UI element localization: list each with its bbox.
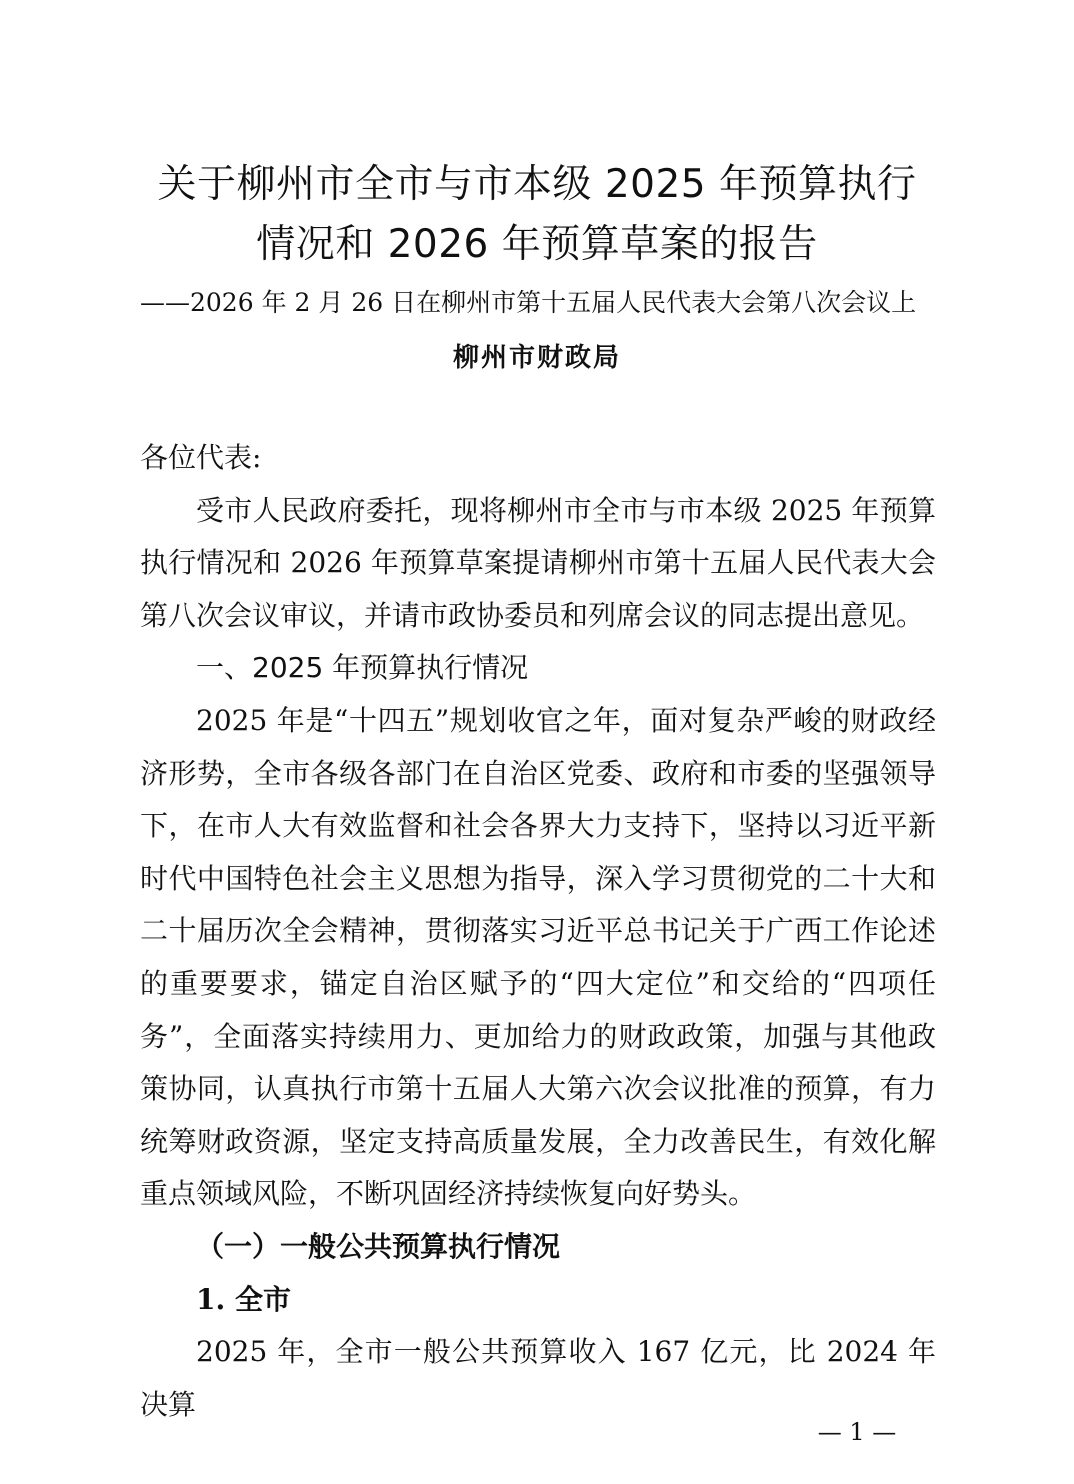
report-title-line-1: 关于柳州市全市与市本级 2025 年预算执行 xyxy=(157,162,917,207)
section-heading-3: 1. 全市 xyxy=(196,1282,291,1316)
paragraph-intro: 受市人民政府委托，现将柳州市全市与市本级 2025 年预算执行情况和 2026 年预算草案提请柳州市第十五届人民代表大会第八次会议审议，并请市政协委员和列席会议的同志提出意见。 xyxy=(140,493,936,632)
report-subtitle: ——2026 年 2 月 26 日在柳州市第十五届人民代表大会第八次会议上 xyxy=(140,288,917,317)
report-author: 柳州市财政局 xyxy=(452,343,621,373)
report-title-line-2: 情况和 2026 年预算草案的报告 xyxy=(256,222,818,267)
paragraph-revenue: 2025 年，全市一般公共预算收入 167 亿元，比 2024 年决算 xyxy=(140,1335,936,1421)
section-heading-1: 一、2025 年预算执行情况 xyxy=(196,651,529,685)
paragraph-overview: 2025 年是“十四五”规划收官之年，面对复杂严峻的财政经济形势，全市各级各部门在自治区党委、政府和市委的坚强领导下，在市人大有效监督和社会各界大力支持下，坚持以习近平新时代中国特色社会主义思想为指导，深入学习贯彻党的二十大和二十届历次全会精神，贯彻落实习近平总书记关于广西工作论述的重要要求，锚定自治区赋予的“四大定位”和交给的“四项任务”，全面落实持续用力、更加给力的财政政策，加强与其他政策协同，认真执行市第十五届人大第六次会议批准的预算，有力统筹财政资源，坚定支持高质量发展，全力改善民生，有效化解重点领域风险，不断巩固经济持续恢复向好势头。 xyxy=(140,703,936,1211)
page-number: — 1 — xyxy=(817,1418,897,1446)
report-body xyxy=(140,432,936,1431)
salutation: 各位代表: xyxy=(140,441,262,474)
section-heading-2: （一）一般公共预算执行情况 xyxy=(196,1229,561,1263)
